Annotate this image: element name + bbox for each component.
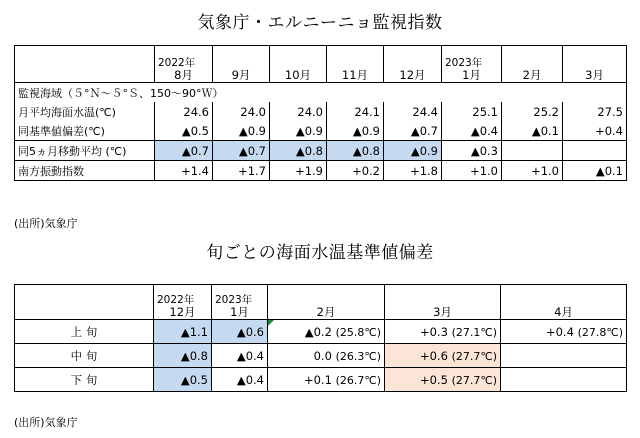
table-cell: ▲0.1 [502, 121, 563, 141]
region-row [15, 83, 627, 103]
table-cell [563, 141, 627, 161]
table-cell: +0.4 [563, 121, 627, 141]
header-cell: 2022年 8月 [155, 46, 213, 83]
table-cell: +0.3 (27.1℃) [385, 320, 501, 344]
table-cell: ▲0.9 [384, 141, 442, 161]
table2-source: (出所)気象庁 [14, 416, 78, 429]
header-cell: 10月 [270, 46, 327, 83]
table-cell: 24.4 [384, 102, 442, 121]
table-cell: +1.0 [502, 161, 563, 181]
table-cell: 24.0 [270, 102, 327, 121]
table-cell: +1.4 [155, 161, 213, 181]
table1-header-row [15, 46, 627, 83]
header-cell: 2月 [502, 46, 563, 83]
header-cell: 2022年 12月 [154, 285, 212, 320]
table-cell: +1.8 [384, 161, 442, 181]
table-cell: ▲0.7 [155, 141, 213, 161]
table-row [15, 320, 627, 344]
table1-title: 気象庁・エルニーニョ監視指数 [197, 13, 443, 33]
row-label: 月平均海面水温(℃) [15, 102, 155, 121]
table2-title: 旬ごとの海面水温基準値偏差 [206, 243, 434, 263]
table-cell [502, 141, 563, 161]
header-cell: 4月 [501, 285, 627, 320]
table-cell: ▲1.1 [154, 320, 212, 344]
region-label: 監視海域（５°Ｎ～５°Ｓ、150～90°Ｗ） [15, 83, 627, 103]
table-cell: +1.9 [270, 161, 327, 181]
table-cell: +0.2 [327, 161, 384, 181]
header-cell: 3月 [385, 285, 501, 320]
table-cell: 0.0 (26.3℃) [268, 344, 385, 368]
table-cell: 24.0 [213, 102, 270, 121]
table1-source: (出所)気象庁 [14, 217, 78, 230]
table-cell: ▲0.9 [213, 121, 270, 141]
elnino-index-table [14, 45, 627, 181]
table-cell [501, 344, 627, 368]
table-cell: ▲0.8 [270, 141, 327, 161]
row-label: 上 旬 [15, 320, 154, 344]
row-label: 下 旬 [15, 368, 154, 392]
row-label: 同基準値偏差(℃) [15, 121, 155, 141]
table-cell: +0.5 (27.7℃) [385, 368, 501, 392]
dekad-sst-table [14, 284, 627, 392]
header-cell: 2023年 1月 [212, 285, 268, 320]
table-cell: ▲0.4 [442, 121, 502, 141]
table-cell: +1.7 [213, 161, 270, 181]
table-cell: 25.1 [442, 102, 502, 121]
table-cell: +0.1 (26.7℃) [268, 368, 385, 392]
table-cell: ▲0.2 (25.8℃) [268, 320, 385, 344]
table-cell: 24.6 [155, 102, 213, 121]
table-row [15, 368, 627, 392]
row-label: 南方振動指数 [15, 161, 155, 181]
table-cell: 27.5 [563, 102, 627, 121]
table-cell: +1.0 [442, 161, 502, 181]
table-cell: ▲0.5 [155, 121, 213, 141]
table-cell: ▲0.5 [154, 368, 212, 392]
table-cell: ▲0.9 [270, 121, 327, 141]
table-cell: 24.1 [327, 102, 384, 121]
table-cell: ▲0.4 [212, 368, 268, 392]
table-row [15, 344, 627, 368]
table-row [15, 121, 627, 141]
header-cell: 12月 [384, 46, 442, 83]
table-cell: ▲0.7 [213, 141, 270, 161]
table-cell: +0.6 (27.7℃) [385, 344, 501, 368]
table-row [15, 141, 627, 161]
table-cell: ▲0.7 [384, 121, 442, 141]
table-cell: ▲0.6 [212, 320, 268, 344]
comment-marker [268, 320, 274, 326]
table-cell [501, 368, 627, 392]
table-cell: ▲0.3 [442, 141, 502, 161]
table-cell: ▲0.4 [212, 344, 268, 368]
table-cell: ▲0.8 [154, 344, 212, 368]
table-row [15, 161, 627, 181]
header-cell: 9月 [213, 46, 270, 83]
header-cell: 3月 [563, 46, 627, 83]
table-cell: ▲0.8 [327, 141, 384, 161]
table-row [15, 102, 627, 121]
table2-header-row [15, 285, 627, 320]
header-cell: 2月 [268, 285, 385, 320]
row-label: 同5ヵ月移動平均 (℃) [15, 141, 155, 161]
header-cell: 11月 [327, 46, 384, 83]
table-cell: 25.2 [502, 102, 563, 121]
header-cell: 2023年 1月 [442, 46, 502, 83]
table-cell: +0.4 (27.8℃) [501, 320, 627, 344]
table-cell: ▲0.9 [327, 121, 384, 141]
table-cell: ▲0.1 [563, 161, 627, 181]
row-label: 中 旬 [15, 344, 154, 368]
